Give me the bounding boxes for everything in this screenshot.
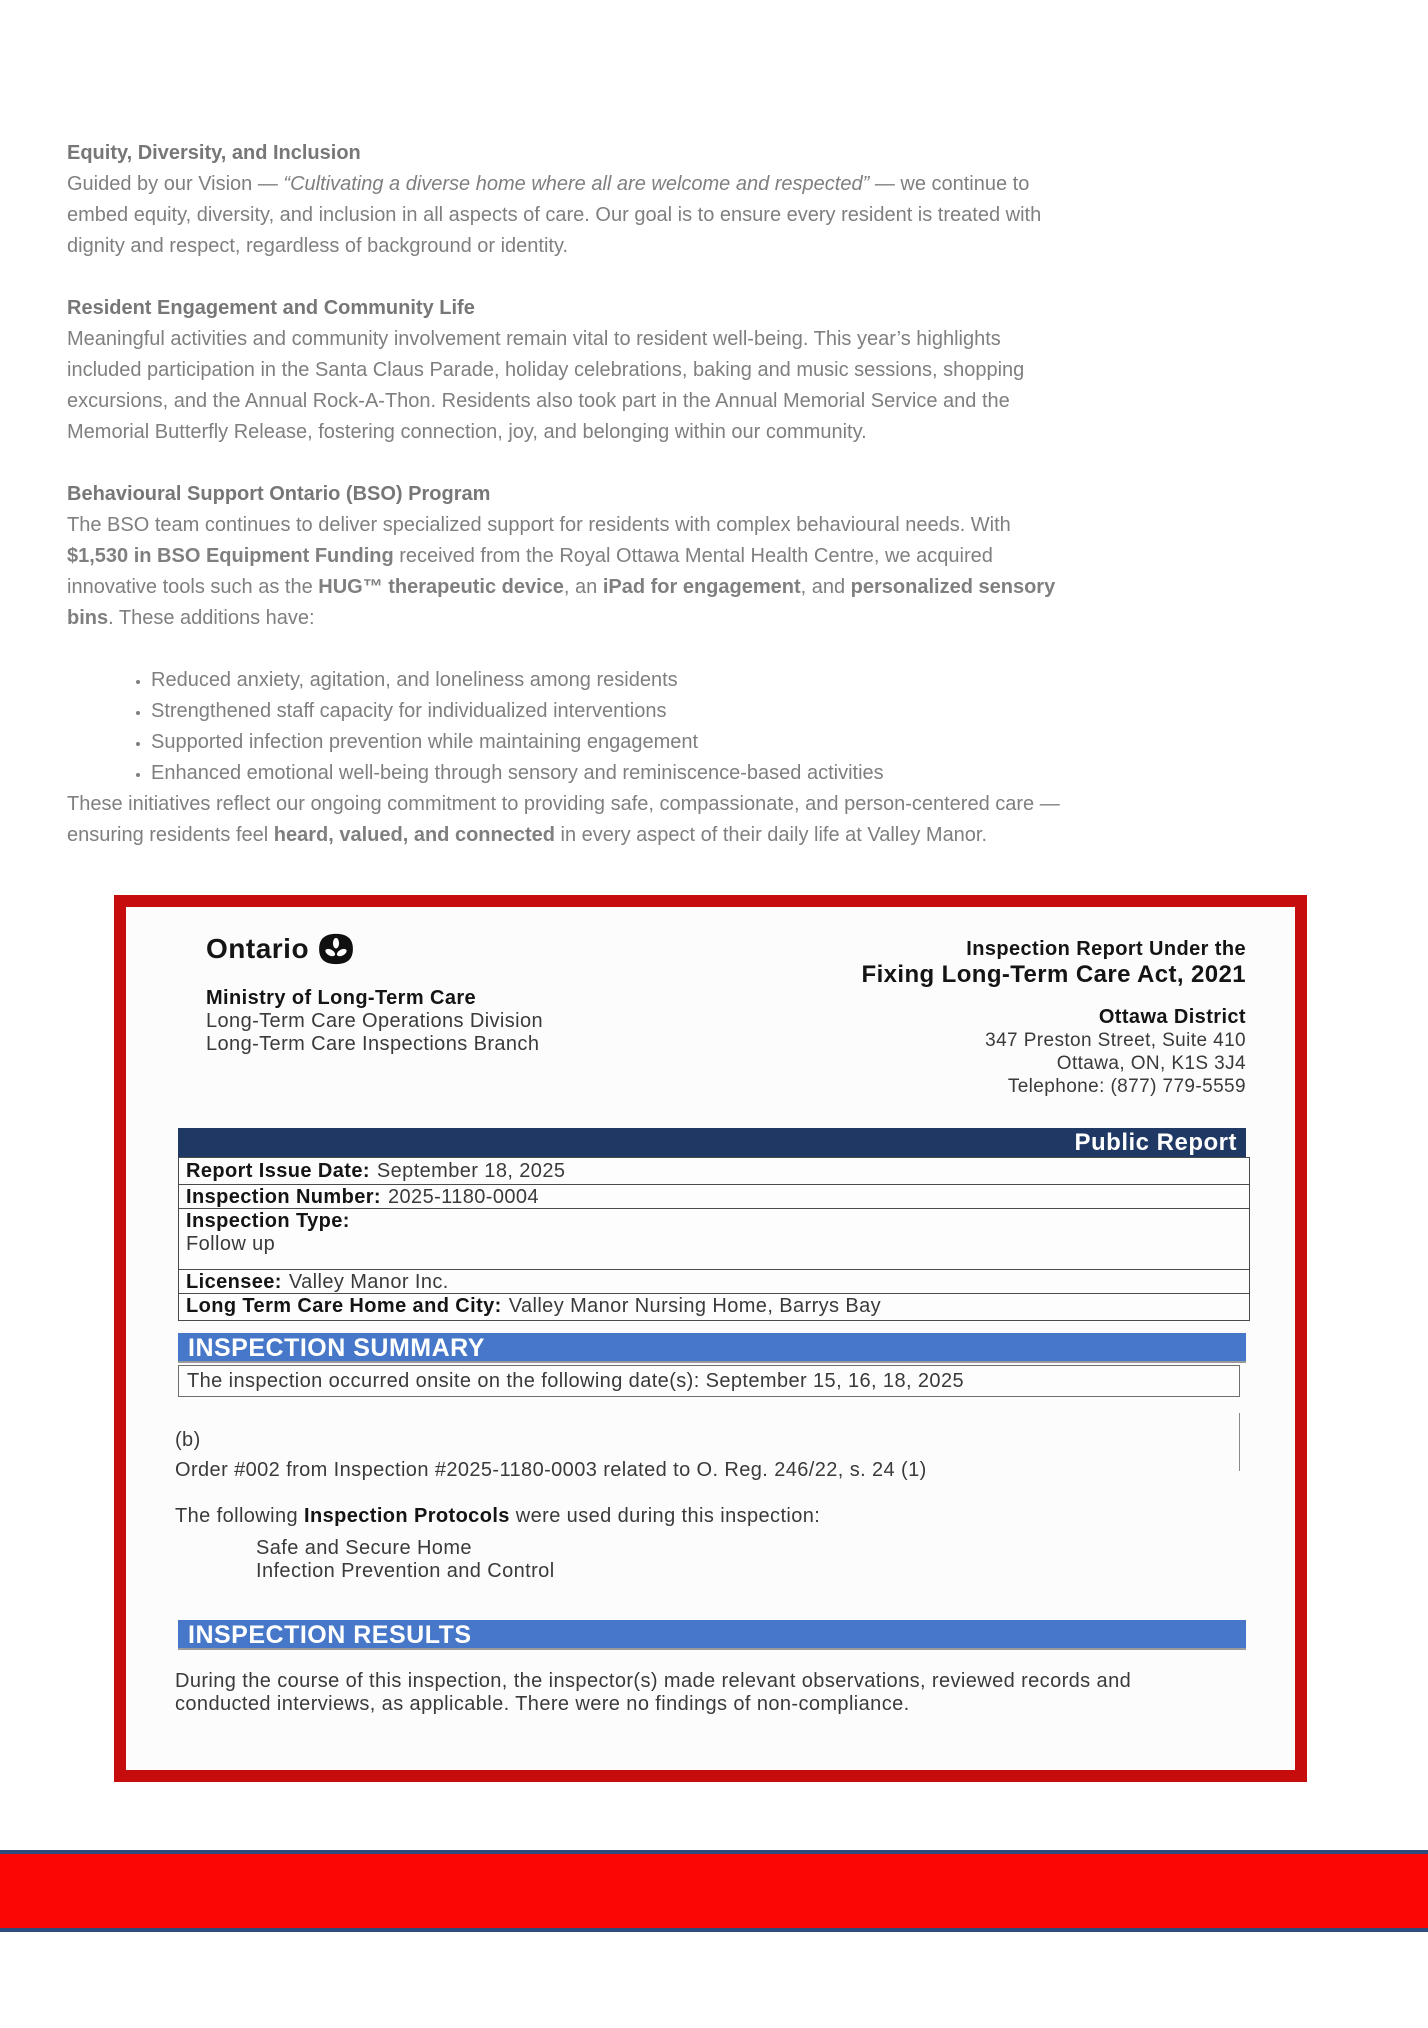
- field-value: Valley Manor Nursing Home, Barrys Bay: [508, 1295, 882, 1317]
- public-report-bar: Public Report: [178, 1128, 1246, 1157]
- text-run: were used during this inspection:: [509, 1505, 821, 1527]
- section-equity: [67, 138, 1072, 262]
- text-run: Guided by our Vision —: [67, 173, 284, 195]
- ontario-logo: [206, 933, 354, 965]
- field-value: September 18, 2025: [376, 1160, 566, 1182]
- address-line2: Ottawa, ON, K1S 3J4: [1056, 1053, 1246, 1074]
- field-label: Inspection Type:: [186, 1210, 350, 1232]
- list-item: • Enhanced emotional well-being through sensory and reminiscence-based activities: [151, 758, 1072, 789]
- field-label: Inspection Number:: [186, 1186, 381, 1208]
- table-row: [179, 1158, 1249, 1185]
- telephone: Telephone: (877) 779-5559: [1007, 1076, 1246, 1097]
- bso-benefits-list: [67, 665, 1072, 789]
- inspection-summary-text: The inspection occurred onsite on the following date(s): September 15, 16, 18, 2025: [187, 1370, 964, 1392]
- closing-paragraph: [67, 789, 1072, 851]
- text-run: received from the Royal Ottawa Mental Health Centre, we acquired innovative tools such as the: [67, 545, 993, 598]
- text-run: , an: [563, 576, 603, 598]
- section-paragraph: [67, 324, 1072, 448]
- article-body: [67, 138, 1072, 851]
- text-run: The following: [175, 1505, 304, 1527]
- section-resident-engagement: [67, 293, 1072, 448]
- text-run: HUG™ therapeutic device: [318, 576, 564, 598]
- list-item: • Supported infection prevention while maintaining engagement: [151, 727, 1072, 758]
- list-item: • Reduced anxiety, agitation, and loneliness among residents: [151, 665, 1072, 696]
- section-paragraph: [67, 169, 1072, 262]
- protocols-intro: [175, 1505, 820, 1528]
- ontario-trillium-icon: [318, 933, 354, 965]
- field-label: Report Issue Date:: [186, 1160, 370, 1182]
- table-row: [179, 1209, 1249, 1270]
- inspection-results-header: INSPECTION RESULTS: [178, 1620, 1246, 1650]
- text-run: . These additions have:: [108, 607, 315, 629]
- section-bso-program: [67, 479, 1072, 634]
- ministry-division: Long-Term Care Operations Division: [206, 1010, 544, 1032]
- ministry-branch: Long-Term Care Inspections Branch: [206, 1033, 540, 1055]
- text-run: Inspection Protocols: [304, 1505, 510, 1527]
- note-b: (b): [175, 1429, 201, 1451]
- text-run: Meaningful activities and community involvement remain vital to resident well-being. This year’s highlights included participation in the Santa Claus Parade, holiday celebrations, baking and music sessions, shopping excursions, and the Annual Rock-A-Thon. Residents also took part in the Annual Memorial Service and the Memorial Butterfly Release, fostering connection, joy, and belonging within our community.: [67, 328, 1025, 443]
- inspection-summary-box: [178, 1365, 1240, 1397]
- text-run: heard, valued, and connected: [273, 824, 555, 846]
- report-fields-table: [178, 1157, 1250, 1321]
- field-label: Long Term Care Home and City:: [186, 1295, 502, 1317]
- report-title-line2: Fixing Long-Term Care Act, 2021: [861, 961, 1246, 988]
- text-run: These initiatives reflect our ongoing commitment to providing safe, compassionate, and person-centered care — ensuring residents feel: [67, 793, 1060, 846]
- text-run: The BSO team continues to deliver specialized support for residents with complex behavioural needs. With: [67, 514, 1011, 536]
- protocols-list: [256, 1537, 555, 1583]
- report-title-line1: Inspection Report Under the: [966, 938, 1246, 960]
- ministry-name: Ministry of Long-Term Care: [206, 987, 477, 1009]
- table-row: [179, 1270, 1249, 1294]
- field-label: Licensee:: [186, 1271, 282, 1293]
- inspection-report-image: [114, 895, 1307, 1782]
- inspection-results-paragraph: During the course of this inspection, the inspector(s) made relevant observations, reviewed records and conducted interviews, as applicable. There were no findings of non-compliance.: [175, 1670, 1132, 1715]
- text-run: in every aspect of their daily life at Valley Manor.: [554, 824, 988, 846]
- text-run: “Cultivating a diverse home where all are welcome and respected”: [283, 173, 870, 195]
- field-value: Follow up: [186, 1233, 276, 1255]
- report-header-right: [862, 937, 1246, 1098]
- ontario-logo-text: Ontario: [206, 933, 310, 964]
- text-run: iPad for engagement: [602, 576, 801, 598]
- scan-artifact-rule: [1239, 1413, 1240, 1471]
- protocol-item: Infection Prevention and Control: [256, 1560, 555, 1582]
- section-heading: Behavioural Support Ontario (BSO) Program: [67, 483, 491, 505]
- order-reference-line: Order #002 from Inspection #2025-1180-0003 related to O. Reg. 246/22, s. 24 (1): [175, 1459, 927, 1481]
- text-run: , and: [800, 576, 851, 598]
- inspection-results-text: [175, 1670, 1260, 1716]
- inspection-summary-header: INSPECTION SUMMARY: [178, 1333, 1246, 1363]
- table-row: [179, 1185, 1249, 1209]
- section-heading: Resident Engagement and Community Life: [67, 297, 475, 319]
- text-run: personalized sensory bins: [67, 576, 1056, 629]
- district-name: Ottawa District: [1098, 1006, 1246, 1028]
- protocol-item: Safe and Secure Home: [256, 1537, 472, 1559]
- field-value: Valley Manor Inc.: [288, 1271, 449, 1293]
- bottom-red-band: [0, 1850, 1428, 1932]
- address-line1: 347 Preston Street, Suite 410: [985, 1030, 1246, 1051]
- list-item: • Strengthened staff capacity for individualized interventions: [151, 696, 1072, 727]
- ministry-block: [206, 987, 543, 1056]
- section-paragraph: [67, 510, 1072, 634]
- table-row: [179, 1294, 1249, 1320]
- section-heading: Equity, Diversity, and Inclusion: [67, 142, 361, 164]
- text-run: $1,530 in BSO Equipment Funding: [67, 545, 394, 567]
- text-run: — we continue to embed equity, diversity, and inclusion in all aspects of care. Our goal is to ensure every resident is treated with dignity and respect, regardless of background or identity.: [67, 173, 1042, 257]
- field-value: 2025-1180-0004: [388, 1186, 539, 1208]
